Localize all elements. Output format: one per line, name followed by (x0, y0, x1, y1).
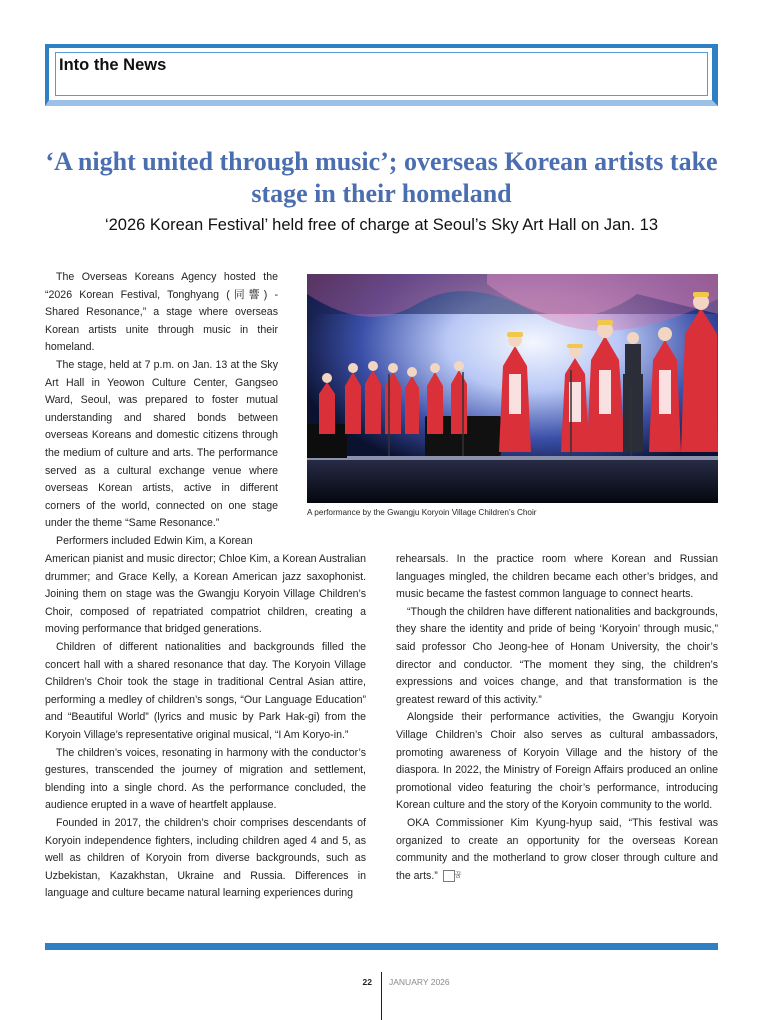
paragraph: The stage, held at 7 p.m. on Jan. 13 at the Sky Art Hall in Yeowon Culture Center, Gangseo Ward, Seoul, was prepared to foster mutual understanding and shared bonds between overseas Koreans and domestic citizens through the medium of culture and arts. The performance served as a cultural exchange venue where overseas Korean artists, active in different corners of the world, connected on one stage under the theme “Same Resonance.” (45, 358, 278, 530)
paragraph: Children of different nationalities and backgrounds filled the concert hall with a shared resonance that day. The Koryoin Village Children’s Choir took the stage in traditional Central Asian attire, performing a medley of children’s songs, “Our Language Education” and “Beautiful World” (lyrics and music by Park Hak-gi) from the Koryoin Village’s representative original musical, “I Am Koryo-in.” (45, 640, 366, 741)
article-column-1 (45, 269, 278, 551)
article-column-3 (396, 551, 718, 885)
paragraph: rehearsals. In the practice room where Korean and Russian languages mingled, the children became each other’s bridges, and music became the fastest common language to connect hearts. (396, 553, 718, 601)
issue-date: JANUARY 2026 (389, 977, 450, 987)
footer-separator (381, 972, 382, 1020)
page-number: 22 (362, 977, 372, 987)
paragraph: “Though the children have different nationalities and backgrounds, they share the identity and pride of being ‘Koryoin’ through music,” said professor Cho Jeong-hee of Honam University, the choir’s director and conductor. “The moment they sing, the children’s expressions and voices change, and that transformation is the greatest reward of this activity.” (396, 605, 718, 706)
section-header-box (45, 44, 718, 106)
closing-quote-text: OKA Commissioner Kim Kyung-hyup said, “This festival was organized to create an opportunity for the overseas Korean community and the motherland to grow closer through culture and the arts.” (396, 816, 718, 882)
end-mark-icon: 꿈 (443, 870, 455, 882)
paragraph: American pianist and music director; Chloe Kim, a Korean Australian drummer; and Grace Kelly, a Korean American jazz saxophonist. Joining them on stage was the Gwangju Koryoin Village Children’s Choir, composed of repatriated compatriot children, creating a moving performance that bridged generations. (45, 553, 366, 636)
paragraph-last (396, 815, 718, 885)
paragraph: Founded in 2017, the children’s choir comprises descendants of Koryoin independence fighters, including children aged 4 and 5, as well as children of Koryoin from diverse backgrounds, such as Uzbekistan, Kazakhstan, Ukraine and Russia. Differences in language and culture became natural learning experiences during (45, 816, 366, 900)
article-subhead: ‘2026 Korean Festival’ held free of charge at Seoul’s Sky Art Hall on Jan. 13 (104, 216, 659, 234)
section-label: Into the News (59, 56, 167, 74)
footer-rule (45, 943, 718, 950)
stage-illustration (307, 274, 718, 503)
article-headline: ‘A night united through music’; overseas Korean artists take stage in their homeland (45, 147, 718, 208)
paragraph: Alongside their performance activities, the Gwangju Koryoin Village Children’s Choir also serves as cultural ambassadors, promoting awareness of Koryoin Village and the history of the diaspora. In 2022, the Ministry of Foreign Affairs produced an online promotional video featuring the choir’s performance, introducing Korean culture and the story of the Koryoin community to the world. (396, 711, 718, 812)
choir-performance-photo (307, 274, 718, 503)
photo-caption: A performance by the Gwangju Koryoin Village Children’s Choir (307, 508, 537, 517)
article-column-2 (45, 551, 366, 903)
paragraph: The Overseas Koreans Agency hosted the “2026 Korean Festival, Tonghyang (同響) - Shared Resonance,” a stage where overseas Korean artists unite through music in their homeland. (45, 271, 278, 354)
paragraph: The children’s voices, resonating in harmony with the conductor’s gestures, transcended the journey of migration and settlement, blending into a single chord. As the performance concluded, the audience erupted in a wave of heartfelt applause. (45, 746, 366, 812)
paragraph: Performers included Edwin Kim, a Korean (56, 534, 253, 547)
